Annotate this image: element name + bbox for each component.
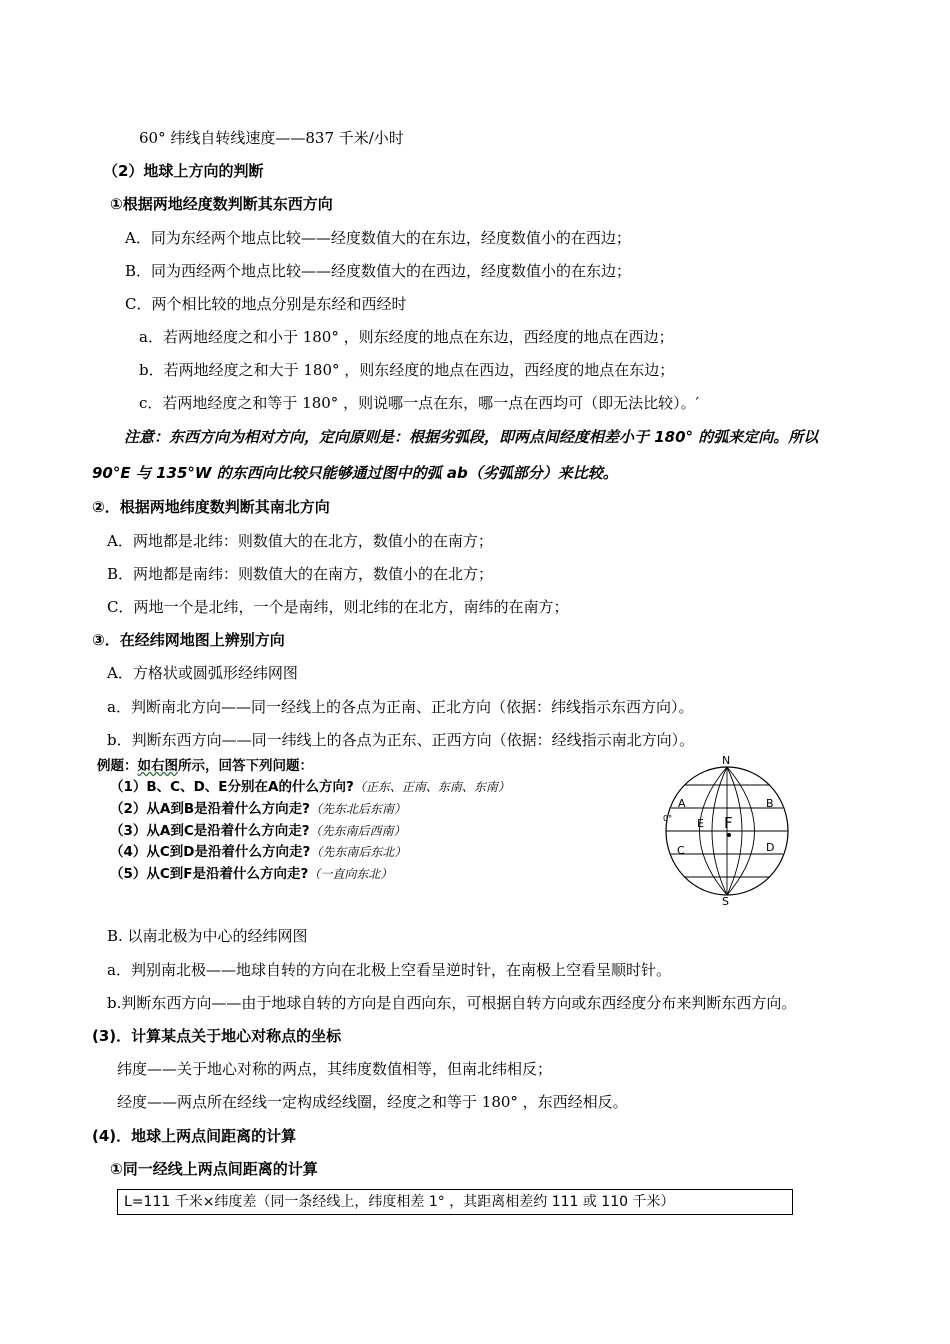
label-e: E bbox=[697, 817, 704, 830]
example-intro-prefix: 例题： bbox=[97, 758, 138, 774]
rule-lon-c-b: b．若两地经度之和大于 180° ，则东经度的地点在西边，西经度的地点在东边； bbox=[139, 361, 675, 379]
example-question bbox=[110, 865, 392, 883]
example-answer: （先东南后东北） bbox=[310, 845, 407, 859]
speed-60-line: 60° 纬线自转线速度——837 千米/小时 bbox=[139, 129, 404, 147]
heading-longitude-direction: ①根据两地经度数判断其东西方向 bbox=[110, 195, 333, 213]
label-zero: 0° bbox=[663, 814, 673, 823]
grid-b-b: b.判断东西方向——由于地球自转的方向是自西向东，可根据自转方向或东西经度分布来判断东西方向。 bbox=[107, 994, 797, 1012]
example-answer: （正东、正南、东南、东南） bbox=[353, 780, 510, 794]
example-question-text: （1）B、C、D、E分别在A的什么方向? bbox=[110, 779, 354, 795]
rule-lat-c: C．两地一个是北纬，一个是南纬，则北纬的在北方，南纬的在南方； bbox=[107, 598, 569, 616]
example-question bbox=[110, 778, 510, 796]
heading-latitude-direction: ②．根据两地纬度数判断其南北方向 bbox=[92, 498, 330, 516]
example-answer: （一直向东北） bbox=[308, 867, 393, 881]
distance-formula-box: L=111 千米×纬度差（同一条经线上，纬度相差 1° ，其距离相差约 111 或 110 千米） bbox=[117, 1189, 793, 1215]
example-answer: （先东北后东南） bbox=[309, 802, 406, 816]
rule-lon-c: C．两个相比较的地点分别是东经和西经时 bbox=[125, 295, 407, 313]
grid-a: A．方格状或圆弧形经纬网图 bbox=[107, 664, 298, 682]
example-question-text: （2）从A到B是沿着什么方向走? bbox=[110, 801, 310, 817]
note-line-1: 注意：东西方向为相对方向，定向原则是：根据劣弧段，即两点间经度相差小于 180° 的弧来定向。所以 bbox=[124, 428, 819, 446]
example-intro-link: 如右图 bbox=[137, 758, 178, 774]
example-question bbox=[110, 843, 406, 861]
heading-same-meridian-distance: ①同一经线上两点间距离的计算 bbox=[110, 1160, 318, 1178]
globe-diagram bbox=[662, 755, 798, 905]
rule-lon-b: B．同为西经两个地点比较——经度数值大的在西边，经度数值小的在东边； bbox=[125, 262, 632, 280]
rule-lat-a: A．两地都是北纬：则数值大的在北方，数值小的在南方； bbox=[107, 532, 493, 550]
symmetric-latitude: 纬度——关于地心对称的两点，其纬度数值相等，但南北纬相反； bbox=[117, 1060, 553, 1078]
rule-lat-b: B．两地都是南纬：则数值大的在南方，数值小的在北方； bbox=[107, 565, 494, 583]
rule-lon-c-c: c．若两地经度之和等于 180° ，则说哪一点在东，哪一点在西均可（即无法比较）。′ bbox=[139, 394, 699, 412]
note-line-2: 90°E 与 135°W 的东西向比较只能够通过图中的弧 ab（劣弧部分）来比较。 bbox=[92, 464, 618, 482]
grid-b: B. 以南北极为中心的经纬网图 bbox=[107, 927, 308, 945]
example-question bbox=[110, 800, 406, 818]
grid-b-a: a．判别南北极——地球自转的方向在北极上空看呈逆时针，在南极上空看呈顺时针。 bbox=[107, 961, 671, 979]
symmetric-longitude: 经度——两点所在经线一定构成经线圈，经度之和等于 180° ，东西经相反。 bbox=[117, 1093, 628, 1111]
heading-symmetric-point: (3)．计算某点关于地心对称点的坐标 bbox=[92, 1027, 342, 1045]
example-question bbox=[110, 822, 406, 840]
example-intro-rest: 所示，回答下列问题： bbox=[178, 758, 313, 774]
grid-a-a: a．判断南北方向——同一经线上的各点为正南、正北方向（依据：纬线指示东西方向）。 bbox=[107, 698, 694, 716]
label-b: B bbox=[766, 797, 774, 810]
label-n: N bbox=[722, 755, 731, 767]
heading-direction: （2）地球上方向的判断 bbox=[103, 162, 264, 180]
label-a: A bbox=[678, 797, 686, 810]
label-f: F bbox=[724, 814, 733, 832]
heading-grid-direction: ③．在经纬网地图上辨别方向 bbox=[92, 631, 285, 649]
label-d: D bbox=[766, 841, 775, 854]
example-question-text: （5）从C到F是沿着什么方向走? bbox=[110, 866, 309, 882]
example-question-text: （3）从A到C是沿着什么方向走? bbox=[110, 823, 310, 839]
example-question-text: （4）从C到D是沿着什么方向走? bbox=[110, 844, 311, 860]
rule-lon-a: A．同为东经两个地点比较——经度数值大的在东边，经度数值小的在西边； bbox=[125, 229, 631, 247]
example-answer: （先东南后西南） bbox=[309, 824, 406, 838]
example-intro bbox=[97, 757, 313, 775]
label-c: C bbox=[677, 844, 685, 857]
grid-a-b: b．判断东西方向——同一纬线上的各点为正东、正西方向（依据：经线指示南北方向）。 bbox=[107, 731, 695, 749]
label-s: S bbox=[722, 895, 729, 905]
heading-distance: (4)．地球上两点间距离的计算 bbox=[92, 1127, 297, 1145]
point-f-dot bbox=[727, 833, 731, 837]
rule-lon-c-a: a．若两地经度之和小于 180° ，则东经度的地点在东边，西经度的地点在西边； bbox=[139, 328, 674, 346]
